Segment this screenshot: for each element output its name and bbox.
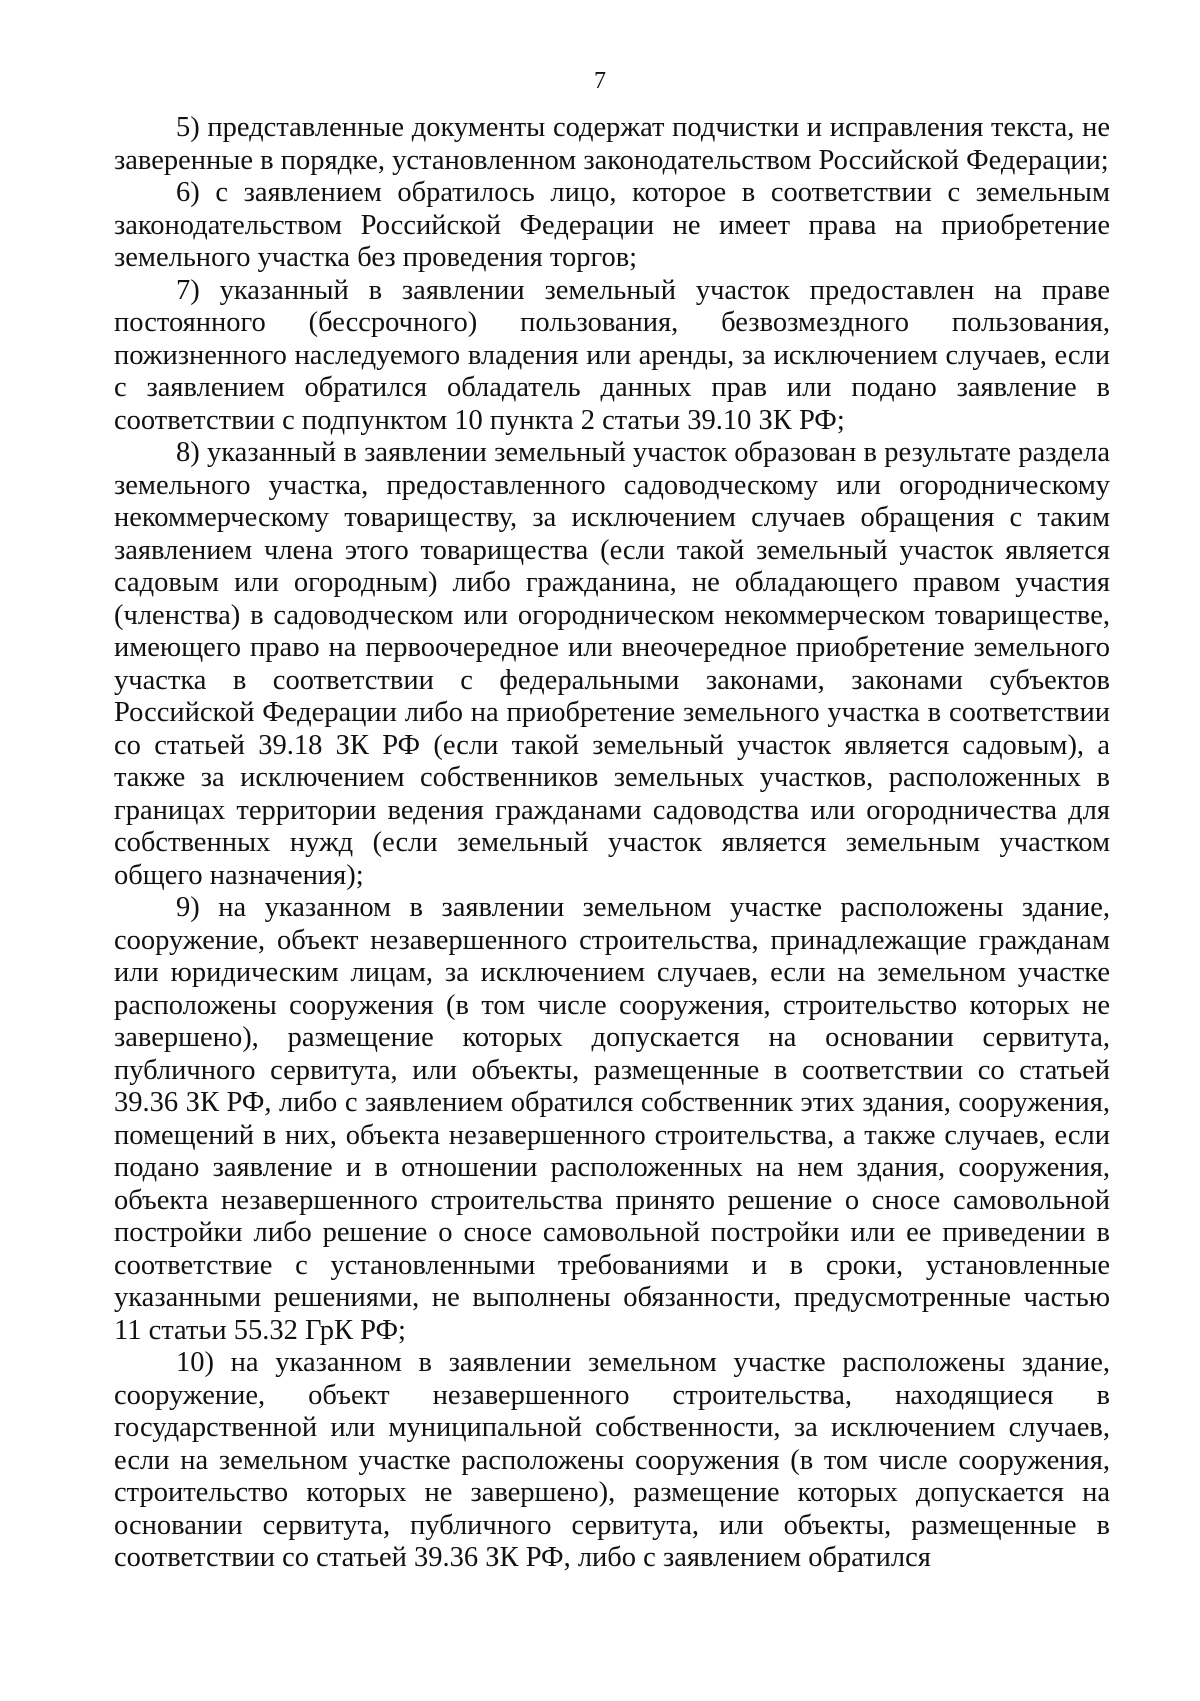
paragraph-item-10: 10) на указанном в заявлении земельном участке расположены здание, сооружение, объект незавершенного строительства, находящиеся в государственной или муниципальной собственности, за исключением случаев, если на земельном участке расположены сооружения (в том числе сооружения, строительство которых не завершено), размещение которых допускается на основании сервитута, публичного сервитута, или объекты, размещенные в соответствии со статьей 39.36 ЗК РФ, либо с заявлением обратился	[114, 1347, 1110, 1573]
document-body	[114, 112, 1110, 1575]
paragraph-item-8: 8) указанный в заявлении земельный участок образован в результате раздела земельного участка, предоставленного садоводческому или огородническому некоммерческому товариществу, за исключением случаев обращения с таким заявлением члена этого товарищества (если такой земельный участок является садовым или огородным) либо гражданина, не обладающего правом участия (членства) в садоводческом или огородническом некоммерческом товариществе, имеющего право на первоочередное или внеочередное приобретение земельного участка в соответствии с федеральными законами, законами субъектов Российской Федерации либо на приобретение земельного участка в соответствии со статьей 39.18 ЗК РФ (если такой земельный участок является садовым), а также за исключением собственников земельных участков, расположенных в границах территории ведения гражданами садоводства или огородничества для собственных нужд (если земельный участок является земельным участком общего назначения);	[114, 437, 1110, 891]
paragraph-item-6: 6) с заявлением обратилось лицо, которое в соответствии с земельным законодательством Российской Федерации не имеет права на приобретение земельного участка без проведения торгов;	[114, 177, 1110, 273]
page-number: 7	[594, 68, 606, 94]
paragraph-item-7: 7) указанный в заявлении земельный участок предоставлен на праве постоянного (бессрочного) пользования, безвозмездного пользования, пожизненного наследуемого владения или аренды, за исключением случаев, если с заявлением обратился обладатель данных прав или подано заявление в соответствии с подпунктом 10 пункта 2 статьи 39.10 ЗК РФ;	[114, 274, 1110, 436]
paragraph-item-9: 9) на указанном в заявлении земельном участке расположены здание, сооружение, объект незавершенного строительства, принадлежащие гражданам или юридическим лицам, за исключением случаев, если на земельном участке расположены сооружения (в том числе сооружения, строительство которых не завершено), размещение которых допускается на основании сервитута, публичного сервитута, или объекты, размещенные в соответствии со статьей 39.36 ЗК РФ, либо с заявлением обратился собственник этих здания, сооружения, помещений в них, объекта незавершенного строительства, а также случаев, если подано заявление и в отношении расположенных на нем здания, сооружения, объекта незавершенного строительства принято решение о сносе самовольной постройки либо решение о сносе самовольной постройки или ее приведении в соответствие с установленными требованиями и в сроки, установленные указанными решениями, не выполнены обязанности, предусмотренные частью 11 статьи 55.32 ГрК РФ;	[114, 892, 1110, 1346]
paragraph-item-5: 5) представленные документы содержат подчистки и исправления текста, не заверенные в порядке, установленном законодательством Российской Федерации;	[114, 112, 1110, 176]
